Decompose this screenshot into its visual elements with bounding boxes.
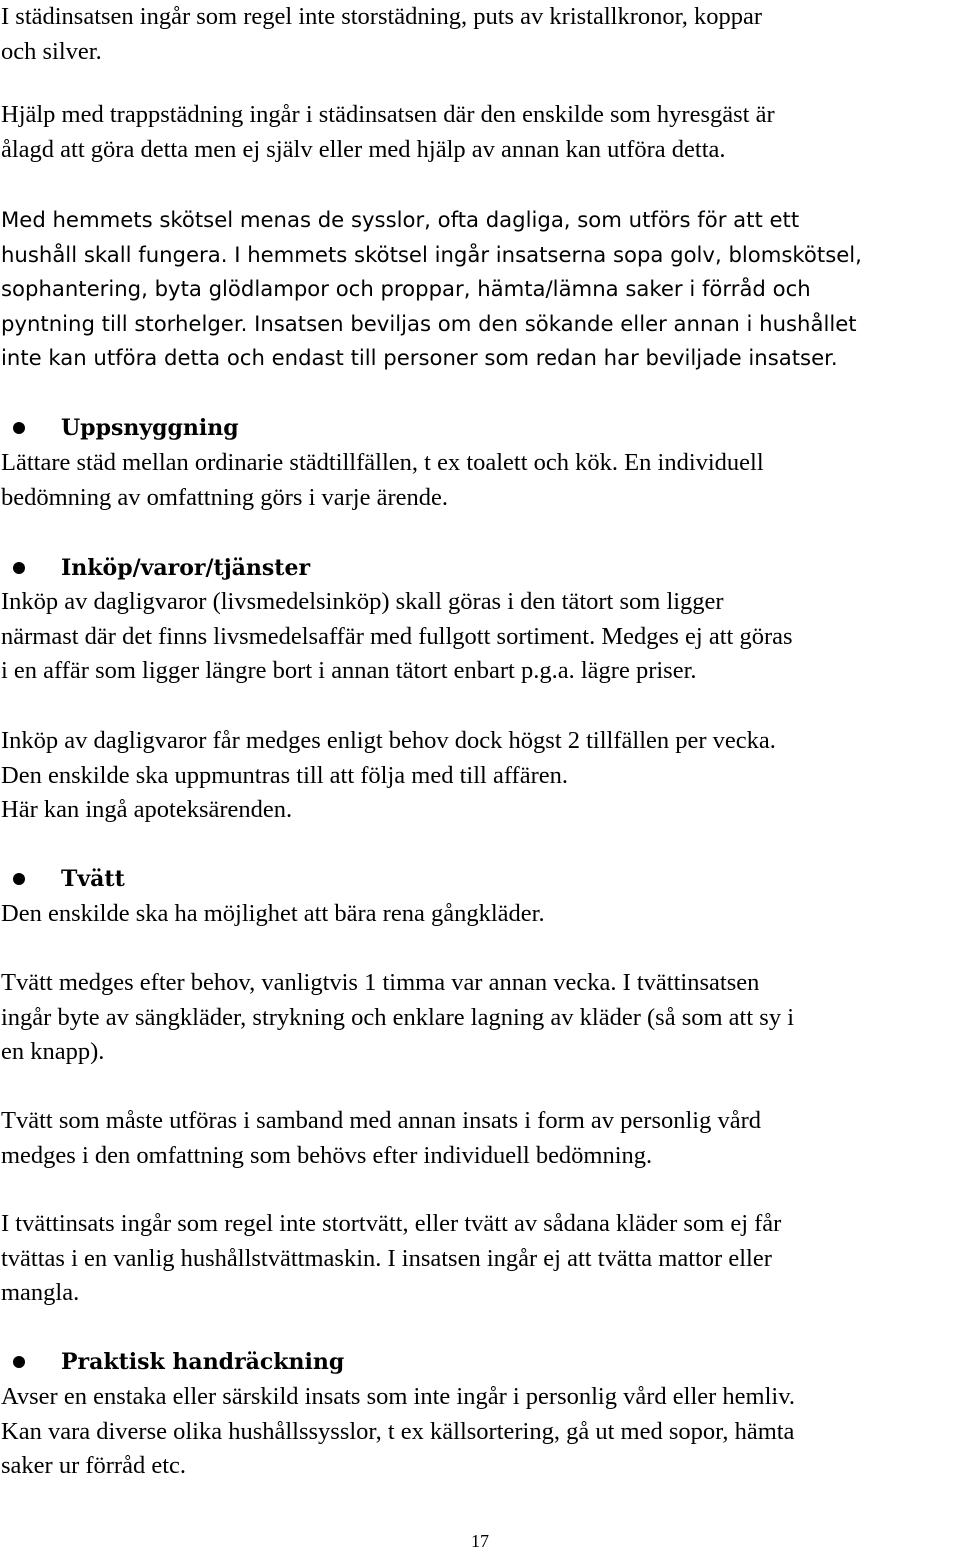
paragraph-hemmets-skotsel: [1, 203, 957, 376]
page-number: 17: [471, 1531, 489, 1551]
paragraph-inkop-tillfallen: [1, 724, 957, 828]
text-line: Lättare städ mellan ordinarie städtillfällen, t ex toalett och kök. En individuell: [1, 449, 764, 476]
text-line: I städinsatsen ingår som regel inte storstädning, puts av kristallkronor, koppar: [1, 3, 763, 30]
text-line: ingår byte av sängkläder, strykning och enklare lagning av kläder (så som att sy i: [1, 1003, 794, 1031]
text-line: närmast där det finns livsmedelsaffär med fullgott sortiment. Medges ej att göras: [1, 622, 793, 650]
paragraph-uppsnyggning: [1, 446, 957, 515]
paragraph-trappstadning: [1, 98, 957, 167]
section-heading-praktisk-handrackning: [0, 1345, 600, 1380]
bullet-icon: [13, 873, 25, 885]
bullet-icon: [13, 422, 25, 434]
heading-text: Inköp/varor/tjänster: [61, 555, 311, 581]
text-line: bedömning av omfattning görs i varje ärende.: [1, 483, 448, 511]
text-line: saker ur förråd etc.: [1, 1452, 187, 1480]
text-line: pyntning till storhelger. Insatsen beviljas om den sökande eller annan i hushållet: [1, 310, 857, 336]
text-line: Inköp av dagligvaror (livsmedelsinköp) skall göras i den tätort som ligger: [1, 588, 724, 615]
bullet-icon: [13, 562, 25, 574]
text-line: Den enskilde ska uppmuntras till att följa med till affären.: [1, 761, 568, 789]
text-line: Här kan ingå apoteksärenden.: [1, 796, 293, 824]
text-line: mangla.: [1, 1279, 80, 1307]
section-heading-tvatt: [0, 862, 600, 897]
text-line: hushåll skall fungera. I hemmets skötsel ingår insatserna sopa golv, blomskötsel,: [1, 241, 862, 267]
text-line: och silver.: [1, 37, 102, 65]
text-line: Inköp av dagligvaror får medges enligt behov dock högst 2 tillfällen per vecka.: [1, 727, 776, 754]
text-line: Hjälp med trappstädning ingår i städinsatsen där den enskilde som hyresgäst är: [1, 101, 775, 128]
heading-text: Uppsnyggning: [61, 415, 239, 441]
paragraph-tvatt-stortvatt: [1, 1207, 957, 1311]
text-line: Med hemmets skötsel menas de sysslor, ofta dagliga, som utförs för att ett: [1, 207, 800, 232]
paragraph-tvatt-behov: [1, 966, 957, 1070]
paragraph-praktisk-handrackning: [1, 1380, 957, 1484]
paragraph-inkop-dagligvaror: [1, 585, 957, 689]
text-line: Avser en enstaka eller särskild insats som inte ingår i personlig vård eller hemliv.: [1, 1383, 795, 1410]
text-line: i en affär som ligger längre bort i annan tätort enbart p.g.a. lägre priser.: [1, 657, 697, 685]
text-line: en knapp).: [1, 1038, 105, 1066]
heading-text: Tvätt: [61, 866, 125, 892]
text-line: Tvätt som måste utföras i samband med annan insats i form av personlig vård: [1, 1107, 762, 1134]
paragraph-tvatt-personlig-vard: [1, 1104, 957, 1173]
text-line: ålagd att göra detta men ej själv eller med hjälp av annan kan utföra detta.: [1, 135, 726, 163]
text-line: Kan vara diverse olika hushållssysslor, t ex källsortering, gå ut med sopor, hämta: [1, 1417, 795, 1445]
text-line: inte kan utföra detta och endast till personer som redan har beviljade insatser.: [1, 345, 838, 371]
text-line: Den enskilde ska ha möjlighet att bära rena gångkläder.: [1, 900, 545, 927]
section-heading-inkop: [0, 551, 600, 586]
section-heading-uppsnyggning: [0, 411, 600, 446]
paragraph-tvatt-gangklader: [1, 897, 957, 932]
text-line: sophantering, byta glödlampor och proppar, hämta/lämna saker i förråd och: [1, 276, 811, 302]
text-line: tvättas i en vanlig hushållstvättmaskin. I insatsen ingår ej att tvätta mattor eller: [1, 1244, 772, 1272]
heading-text: Praktisk handräckning: [61, 1349, 345, 1375]
text-line: I tvättinsats ingår som regel inte stortvätt, eller tvätt av sådana kläder som ej får: [1, 1210, 782, 1237]
text-line: medges i den omfattning som behövs efter individuell bedömning.: [1, 1141, 653, 1169]
paragraph-storstadning: [1, 0, 957, 69]
bullet-icon: [13, 1356, 25, 1368]
text-line: Tvätt medges efter behov, vanligtvis 1 timma var annan vecka. I tvättinsatsen: [1, 969, 760, 996]
